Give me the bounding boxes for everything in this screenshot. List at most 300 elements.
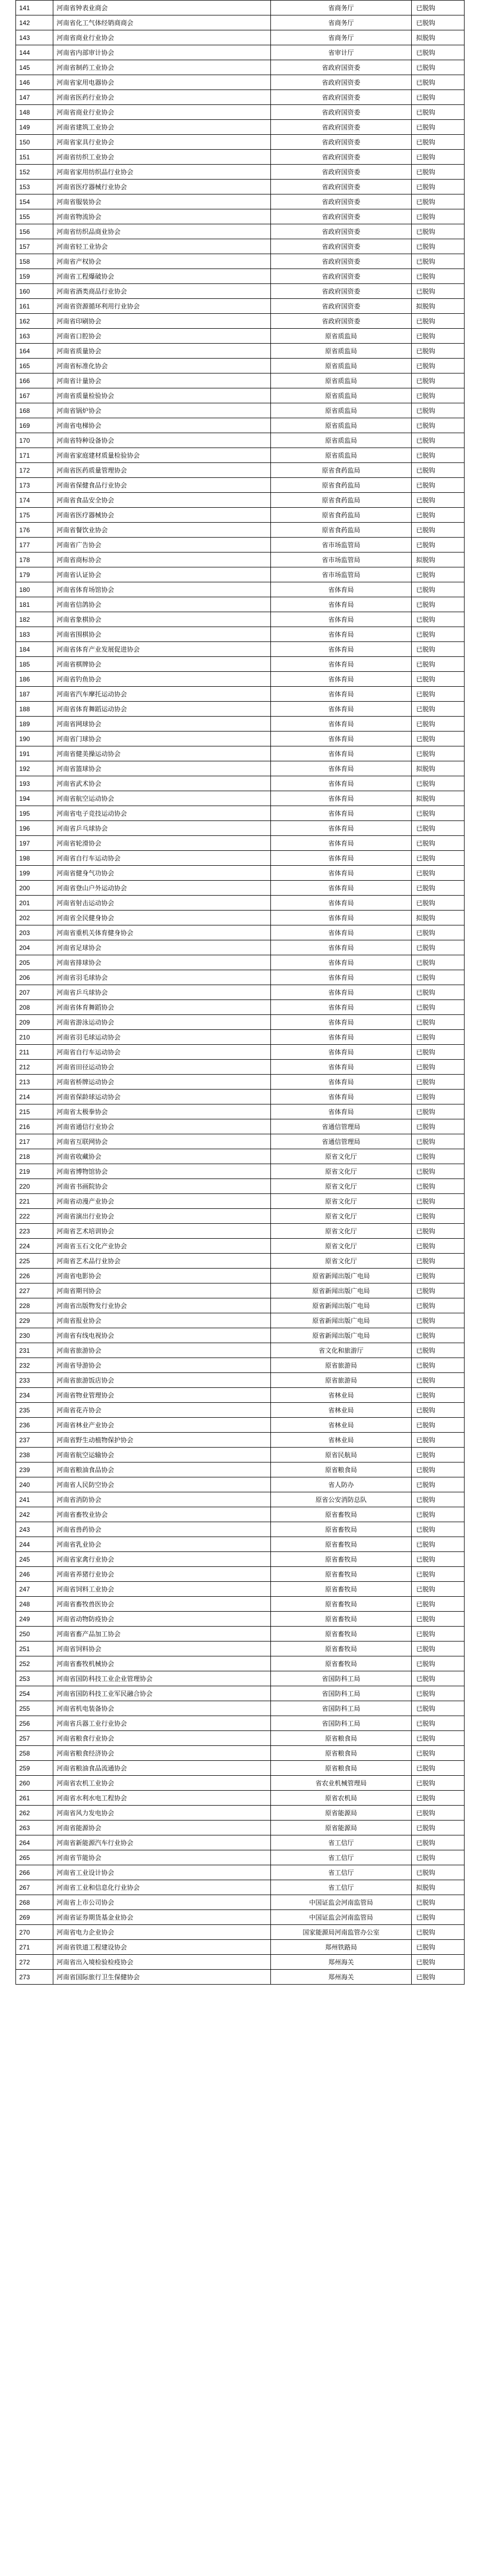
- association-name: 河南省围棋协会: [53, 627, 271, 642]
- association-name: 河南省花卉协会: [53, 1403, 271, 1418]
- decoupling-status: 已脱钩: [412, 1835, 465, 1850]
- table-row: [16, 75, 465, 90]
- row-number: 179: [16, 567, 53, 582]
- table-row: [16, 1716, 465, 1731]
- association-name: 河南省太极拳协会: [53, 1104, 271, 1119]
- table-row: [16, 881, 465, 896]
- association-name: 河南省乒乓球协会: [53, 821, 271, 836]
- row-number: 175: [16, 508, 53, 523]
- association-name: 河南省期刊协会: [53, 1283, 271, 1298]
- supervising-department: 省政府国资委: [271, 105, 412, 120]
- supervising-department: 原省粮食局: [271, 1731, 412, 1746]
- supervising-department: 原省文化厅: [271, 1254, 412, 1269]
- association-name: 河南省粮油食品协会: [53, 1462, 271, 1477]
- supervising-department: 原省食药监局: [271, 493, 412, 508]
- supervising-department: 原省畜牧局: [271, 1567, 412, 1582]
- row-number: 255: [16, 1701, 53, 1716]
- decoupling-status: 已脱钩: [412, 1448, 465, 1462]
- association-name: 河南省网球协会: [53, 717, 271, 732]
- row-number: 233: [16, 1373, 53, 1388]
- association-name: 河南省水利水电工程协会: [53, 1791, 271, 1806]
- association-name: 河南省门球协会: [53, 732, 271, 746]
- row-number: 212: [16, 1060, 53, 1075]
- association-name: 河南省质量检验协会: [53, 388, 271, 403]
- association-name: 河南省国防科技工业军民融合协会: [53, 1686, 271, 1701]
- row-number: 208: [16, 1000, 53, 1015]
- row-number: 249: [16, 1612, 53, 1627]
- table-row: [16, 15, 465, 30]
- row-number: 199: [16, 866, 53, 881]
- association-name: 河南省口腔协会: [53, 329, 271, 344]
- association-name: 河南省产权协会: [53, 254, 271, 269]
- association-name: 河南省游泳运动协会: [53, 1015, 271, 1030]
- table-row: [16, 1104, 465, 1119]
- table-row: [16, 1955, 465, 1970]
- association-name: 河南省艺术培训协会: [53, 1224, 271, 1239]
- table-row: [16, 1910, 465, 1925]
- decoupling-status: 已脱钩: [412, 373, 465, 388]
- supervising-department: 省国防科工局: [271, 1686, 412, 1701]
- association-name: 河南省饲料工业协会: [53, 1582, 271, 1597]
- row-number: 187: [16, 687, 53, 702]
- table-row: [16, 1239, 465, 1254]
- row-number: 144: [16, 45, 53, 60]
- supervising-department: 原省食药监局: [271, 478, 412, 493]
- supervising-department: 郑州海关: [271, 1955, 412, 1970]
- association-name: 河南省纺织品商业协会: [53, 224, 271, 239]
- supervising-department: 原省能源局: [271, 1806, 412, 1821]
- supervising-department: 省政府国资委: [271, 239, 412, 254]
- row-number: 216: [16, 1119, 53, 1134]
- decoupling-status: 已脱钩: [412, 985, 465, 1000]
- decoupling-status: 拟脱钩: [412, 30, 465, 45]
- supervising-department: 省审计厅: [271, 45, 412, 60]
- association-name: 河南省乒乓球协会: [53, 985, 271, 1000]
- row-number: 227: [16, 1283, 53, 1298]
- association-name: 河南省计量协会: [53, 373, 271, 388]
- association-name: 河南省医疗器械行业协会: [53, 180, 271, 194]
- decoupling-status: 已脱钩: [412, 329, 465, 344]
- decoupling-status: 已脱钩: [412, 284, 465, 299]
- association-name: 河南省艺术品行业协会: [53, 1254, 271, 1269]
- supervising-department: 省工信厅: [271, 1880, 412, 1895]
- row-number: 209: [16, 1015, 53, 1030]
- row-number: 145: [16, 60, 53, 75]
- table-row: [16, 1298, 465, 1313]
- supervising-department: 省政府国资委: [271, 180, 412, 194]
- supervising-department: 省政府国资委: [271, 75, 412, 90]
- supervising-department: 省林业局: [271, 1433, 412, 1448]
- row-number: 232: [16, 1358, 53, 1373]
- supervising-department: 省体育局: [271, 1000, 412, 1015]
- association-name: 河南省轻工业协会: [53, 239, 271, 254]
- supervising-department: 省政府国资委: [271, 194, 412, 209]
- table-row: [16, 896, 465, 911]
- table-row: [16, 60, 465, 75]
- table-row: [16, 493, 465, 508]
- row-number: 223: [16, 1224, 53, 1239]
- supervising-department: 原省文化厅: [271, 1179, 412, 1194]
- decoupling-status: 已脱钩: [412, 1000, 465, 1015]
- table-row: [16, 30, 465, 45]
- row-number: 169: [16, 418, 53, 433]
- row-number: 271: [16, 1940, 53, 1955]
- table-row: [16, 732, 465, 746]
- decoupling-status: 已脱钩: [412, 448, 465, 463]
- association-name: 河南省桥牌运动协会: [53, 1075, 271, 1090]
- table-row: [16, 373, 465, 388]
- association-name: 河南省电子竞技运动协会: [53, 806, 271, 821]
- table-row: [16, 1194, 465, 1209]
- decoupling-status: 已脱钩: [412, 1686, 465, 1701]
- row-number: 158: [16, 254, 53, 269]
- row-number: 262: [16, 1806, 53, 1821]
- decoupling-status: 已脱钩: [412, 1149, 465, 1164]
- supervising-department: 省政府国资委: [271, 284, 412, 299]
- supervising-department: 省体育局: [271, 582, 412, 597]
- table-row: [16, 1537, 465, 1552]
- row-number: 203: [16, 925, 53, 940]
- supervising-department: 省政府国资委: [271, 90, 412, 105]
- association-name: 河南省信鸽协会: [53, 597, 271, 612]
- decoupling-status: 已脱钩: [412, 1373, 465, 1388]
- association-name: 河南省体育舞蹈协会: [53, 1000, 271, 1015]
- association-name: 河南省自行车运动协会: [53, 851, 271, 866]
- association-name: 河南省体育舞蹈运动协会: [53, 702, 271, 717]
- association-name: 河南省羽毛球协会: [53, 970, 271, 985]
- table-row: [16, 687, 465, 702]
- table-row: [16, 582, 465, 597]
- row-number: 146: [16, 75, 53, 90]
- table-row: [16, 418, 465, 433]
- row-number: 224: [16, 1239, 53, 1254]
- association-name: 河南省纺织工业协会: [53, 150, 271, 165]
- decoupling-status: 已脱钩: [412, 582, 465, 597]
- supervising-department: 省体育局: [271, 1060, 412, 1075]
- supervising-department: 省商务厅: [271, 30, 412, 45]
- decoupling-status: 已脱钩: [412, 45, 465, 60]
- decoupling-status: 已脱钩: [412, 970, 465, 985]
- table-row: [16, 403, 465, 418]
- supervising-department: 省市场监管局: [271, 538, 412, 552]
- supervising-department: 省体育局: [271, 776, 412, 791]
- row-number: 191: [16, 746, 53, 761]
- row-number: 242: [16, 1507, 53, 1522]
- supervising-department: 省国防科工局: [271, 1671, 412, 1686]
- decoupling-status: 已脱钩: [412, 657, 465, 672]
- decoupling-status: 已脱钩: [412, 165, 465, 180]
- decoupling-status: 已脱钩: [412, 1298, 465, 1313]
- association-name: 河南省健身气功协会: [53, 866, 271, 881]
- association-name: 河南省服装协会: [53, 194, 271, 209]
- table-row: [16, 911, 465, 925]
- association-name: 河南省建筑工业协会: [53, 120, 271, 135]
- decoupling-status: 已脱钩: [412, 538, 465, 552]
- association-name: 河南省医药质量管理协会: [53, 463, 271, 478]
- decoupling-status: 已脱钩: [412, 180, 465, 194]
- supervising-department: 原省文化厅: [271, 1209, 412, 1224]
- supervising-department: 省工信厅: [271, 1865, 412, 1880]
- decoupling-status: 已脱钩: [412, 1388, 465, 1403]
- association-name: 河南省体育产业发展促进协会: [53, 642, 271, 657]
- decoupling-status: 已脱钩: [412, 105, 465, 120]
- association-name: 河南省汽车摩托运动协会: [53, 687, 271, 702]
- decoupling-status: 已脱钩: [412, 821, 465, 836]
- table-row: [16, 717, 465, 732]
- row-number: 206: [16, 970, 53, 985]
- table-row: [16, 1403, 465, 1418]
- decoupling-status: 已脱钩: [412, 687, 465, 702]
- supervising-department: 省体育局: [271, 1104, 412, 1119]
- row-number: 215: [16, 1104, 53, 1119]
- supervising-department: 原省质监局: [271, 433, 412, 448]
- association-name: 河南省消防协会: [53, 1492, 271, 1507]
- decoupling-status: 已脱钩: [412, 1582, 465, 1597]
- row-number: 167: [16, 388, 53, 403]
- table-row: [16, 821, 465, 836]
- decoupling-status: 已脱钩: [412, 508, 465, 523]
- association-name: 河南省博物馆协会: [53, 1164, 271, 1179]
- table-row: [16, 194, 465, 209]
- decoupling-status: 已脱钩: [412, 1224, 465, 1239]
- table-row: [16, 1224, 465, 1239]
- decoupling-status: 已脱钩: [412, 1910, 465, 1925]
- table-row: [16, 1373, 465, 1388]
- row-number: 195: [16, 806, 53, 821]
- row-number: 183: [16, 627, 53, 642]
- row-number: 265: [16, 1850, 53, 1865]
- association-name: 河南省餐饮业协会: [53, 523, 271, 538]
- table-row: [16, 1492, 465, 1507]
- table-row: [16, 1343, 465, 1358]
- supervising-department: 原省畜牧局: [271, 1552, 412, 1567]
- association-name: 河南省农机工业协会: [53, 1776, 271, 1791]
- supervising-department: 原省新闻出版广电局: [271, 1283, 412, 1298]
- supervising-department: 省体育局: [271, 746, 412, 761]
- association-name: 河南省保健食品行业协会: [53, 478, 271, 493]
- association-name: 河南省物流协会: [53, 209, 271, 224]
- decoupling-status: 已脱钩: [412, 1746, 465, 1761]
- decoupling-status: 已脱钩: [412, 359, 465, 373]
- decoupling-status: 已脱钩: [412, 1552, 465, 1567]
- table-row: [16, 1254, 465, 1269]
- table-row: [16, 1612, 465, 1627]
- association-name: 河南省印刷协会: [53, 314, 271, 329]
- decoupling-status: 拟脱钩: [412, 552, 465, 567]
- decoupling-status: 已脱钩: [412, 806, 465, 821]
- table-row: [16, 940, 465, 955]
- supervising-department: 省政府国资委: [271, 120, 412, 135]
- row-number: 267: [16, 1880, 53, 1895]
- decoupling-status: 已脱钩: [412, 135, 465, 150]
- row-number: 248: [16, 1597, 53, 1612]
- row-number: 222: [16, 1209, 53, 1224]
- table-row: [16, 1567, 465, 1582]
- decoupling-status: 已脱钩: [412, 1254, 465, 1269]
- supervising-department: 省体育局: [271, 597, 412, 612]
- row-number: 166: [16, 373, 53, 388]
- table-row: [16, 388, 465, 403]
- table-row: [16, 746, 465, 761]
- row-number: 263: [16, 1821, 53, 1835]
- table-row: [16, 1433, 465, 1448]
- table-row: [16, 1731, 465, 1746]
- row-number: 202: [16, 911, 53, 925]
- supervising-department: 省体育局: [271, 970, 412, 985]
- decoupling-status: 已脱钩: [412, 478, 465, 493]
- row-number: 180: [16, 582, 53, 597]
- table-row: [16, 299, 465, 314]
- row-number: 197: [16, 836, 53, 851]
- decoupling-status: 已脱钩: [412, 1865, 465, 1880]
- row-number: 201: [16, 896, 53, 911]
- decoupling-status: 已脱钩: [412, 209, 465, 224]
- row-number: 236: [16, 1418, 53, 1433]
- association-name: 河南省制药工业协会: [53, 60, 271, 75]
- table-row: [16, 329, 465, 344]
- table-row: [16, 836, 465, 851]
- association-name: 河南省商业行业协会: [53, 30, 271, 45]
- decoupling-status: 已脱钩: [412, 1731, 465, 1746]
- association-name: 河南省通信行业协会: [53, 1119, 271, 1134]
- decoupling-status: 已脱钩: [412, 732, 465, 746]
- row-number: 270: [16, 1925, 53, 1940]
- row-number: 210: [16, 1030, 53, 1045]
- decoupling-status: 已脱钩: [412, 702, 465, 717]
- row-number: 192: [16, 761, 53, 776]
- supervising-department: 省体育局: [271, 672, 412, 687]
- table-row: [16, 1388, 465, 1403]
- supervising-department: 原省粮食局: [271, 1746, 412, 1761]
- row-number: 147: [16, 90, 53, 105]
- decoupling-status: 已脱钩: [412, 746, 465, 761]
- table-row: [16, 1015, 465, 1030]
- supervising-department: 原省文化厅: [271, 1164, 412, 1179]
- row-number: 230: [16, 1328, 53, 1343]
- supervising-department: 省政府国资委: [271, 269, 412, 284]
- decoupling-status: 已脱钩: [412, 1701, 465, 1716]
- decoupling-status: 拟脱钩: [412, 911, 465, 925]
- decoupling-status: 已脱钩: [412, 1194, 465, 1209]
- row-number: 172: [16, 463, 53, 478]
- association-name: 河南省国际旅行卫生保健协会: [53, 1970, 271, 1985]
- table-row: [16, 1671, 465, 1686]
- association-name: 河南省出版物发行业协会: [53, 1298, 271, 1313]
- table-row: [16, 1462, 465, 1477]
- association-name: 河南省保龄球运动协会: [53, 1090, 271, 1104]
- association-name: 河南省特种设备协会: [53, 433, 271, 448]
- table-row: [16, 1940, 465, 1955]
- supervising-department: 原省畜牧局: [271, 1642, 412, 1656]
- decoupling-status: 已脱钩: [412, 1850, 465, 1865]
- row-number: 152: [16, 165, 53, 180]
- row-number: 155: [16, 209, 53, 224]
- row-number: 177: [16, 538, 53, 552]
- decoupling-status: 已脱钩: [412, 1791, 465, 1806]
- decoupling-status: 已脱钩: [412, 254, 465, 269]
- row-number: 141: [16, 1, 53, 15]
- decoupling-status: 已脱钩: [412, 1313, 465, 1328]
- supervising-department: 省体育局: [271, 925, 412, 940]
- table-row: [16, 806, 465, 821]
- decoupling-status: 已脱钩: [412, 194, 465, 209]
- row-number: 213: [16, 1075, 53, 1090]
- supervising-department: 省体育局: [271, 896, 412, 911]
- supervising-department: 省通信管理局: [271, 1134, 412, 1149]
- supervising-department: 原省粮食局: [271, 1462, 412, 1477]
- supervising-department: 省政府国资委: [271, 209, 412, 224]
- decoupling-status: 已脱钩: [412, 1522, 465, 1537]
- table-row: [16, 1656, 465, 1671]
- decoupling-status: 已脱钩: [412, 1642, 465, 1656]
- row-number: 244: [16, 1537, 53, 1552]
- table-row: [16, 45, 465, 60]
- supervising-department: 省政府国资委: [271, 314, 412, 329]
- table-row: [16, 105, 465, 120]
- association-name: 河南省标准化协会: [53, 359, 271, 373]
- row-number: 251: [16, 1642, 53, 1656]
- row-number: 149: [16, 120, 53, 135]
- decoupling-status: 已脱钩: [412, 1075, 465, 1090]
- row-number: 159: [16, 269, 53, 284]
- decoupling-status: 已脱钩: [412, 1612, 465, 1627]
- table-row: [16, 1313, 465, 1328]
- association-name: 河南省旅游协会: [53, 1343, 271, 1358]
- supervising-department: 省体育局: [271, 821, 412, 836]
- row-number: 252: [16, 1656, 53, 1671]
- association-name: 河南省乳业协会: [53, 1537, 271, 1552]
- row-number: 200: [16, 881, 53, 896]
- row-number: 186: [16, 672, 53, 687]
- supervising-department: 省工信厅: [271, 1835, 412, 1850]
- table-row: [16, 597, 465, 612]
- decoupling-status: 已脱钩: [412, 955, 465, 970]
- supervising-department: 原省新闻出版广电局: [271, 1269, 412, 1283]
- association-name: 河南省自行车运动协会: [53, 1045, 271, 1060]
- row-number: 217: [16, 1134, 53, 1149]
- association-name: 河南省证券期货基金业协会: [53, 1910, 271, 1925]
- association-name: 河南省电梯协会: [53, 418, 271, 433]
- decoupling-status: 已脱钩: [412, 1030, 465, 1045]
- row-number: 225: [16, 1254, 53, 1269]
- supervising-department: 原省民航局: [271, 1448, 412, 1462]
- decoupling-status: 已脱钩: [412, 1343, 465, 1358]
- association-name: 河南省机电装备协会: [53, 1701, 271, 1716]
- row-number: 174: [16, 493, 53, 508]
- supervising-department: 郑州海关: [271, 1970, 412, 1985]
- table-row: [16, 135, 465, 150]
- supervising-department: 省体育局: [271, 1090, 412, 1104]
- row-number: 163: [16, 329, 53, 344]
- decoupling-status: 已脱钩: [412, 75, 465, 90]
- decoupling-status: 已脱钩: [412, 851, 465, 866]
- table-row: [16, 1970, 465, 1985]
- decoupling-status: 已脱钩: [412, 925, 465, 940]
- row-number: 150: [16, 135, 53, 150]
- supervising-department: 省体育局: [271, 985, 412, 1000]
- association-name: 河南省医药行业协会: [53, 90, 271, 105]
- row-number: 196: [16, 821, 53, 836]
- decoupling-status: 已脱钩: [412, 866, 465, 881]
- association-name: 河南省粮食经济协会: [53, 1746, 271, 1761]
- association-name: 河南省资源循环利用行业协会: [53, 299, 271, 314]
- decoupling-status: 已脱钩: [412, 1970, 465, 1985]
- association-name: 河南省商标协会: [53, 552, 271, 567]
- row-number: 243: [16, 1522, 53, 1537]
- decoupling-status: 已脱钩: [412, 1134, 465, 1149]
- supervising-department: 中国证监会河南监管局: [271, 1895, 412, 1910]
- decoupling-status: 已脱钩: [412, 1806, 465, 1821]
